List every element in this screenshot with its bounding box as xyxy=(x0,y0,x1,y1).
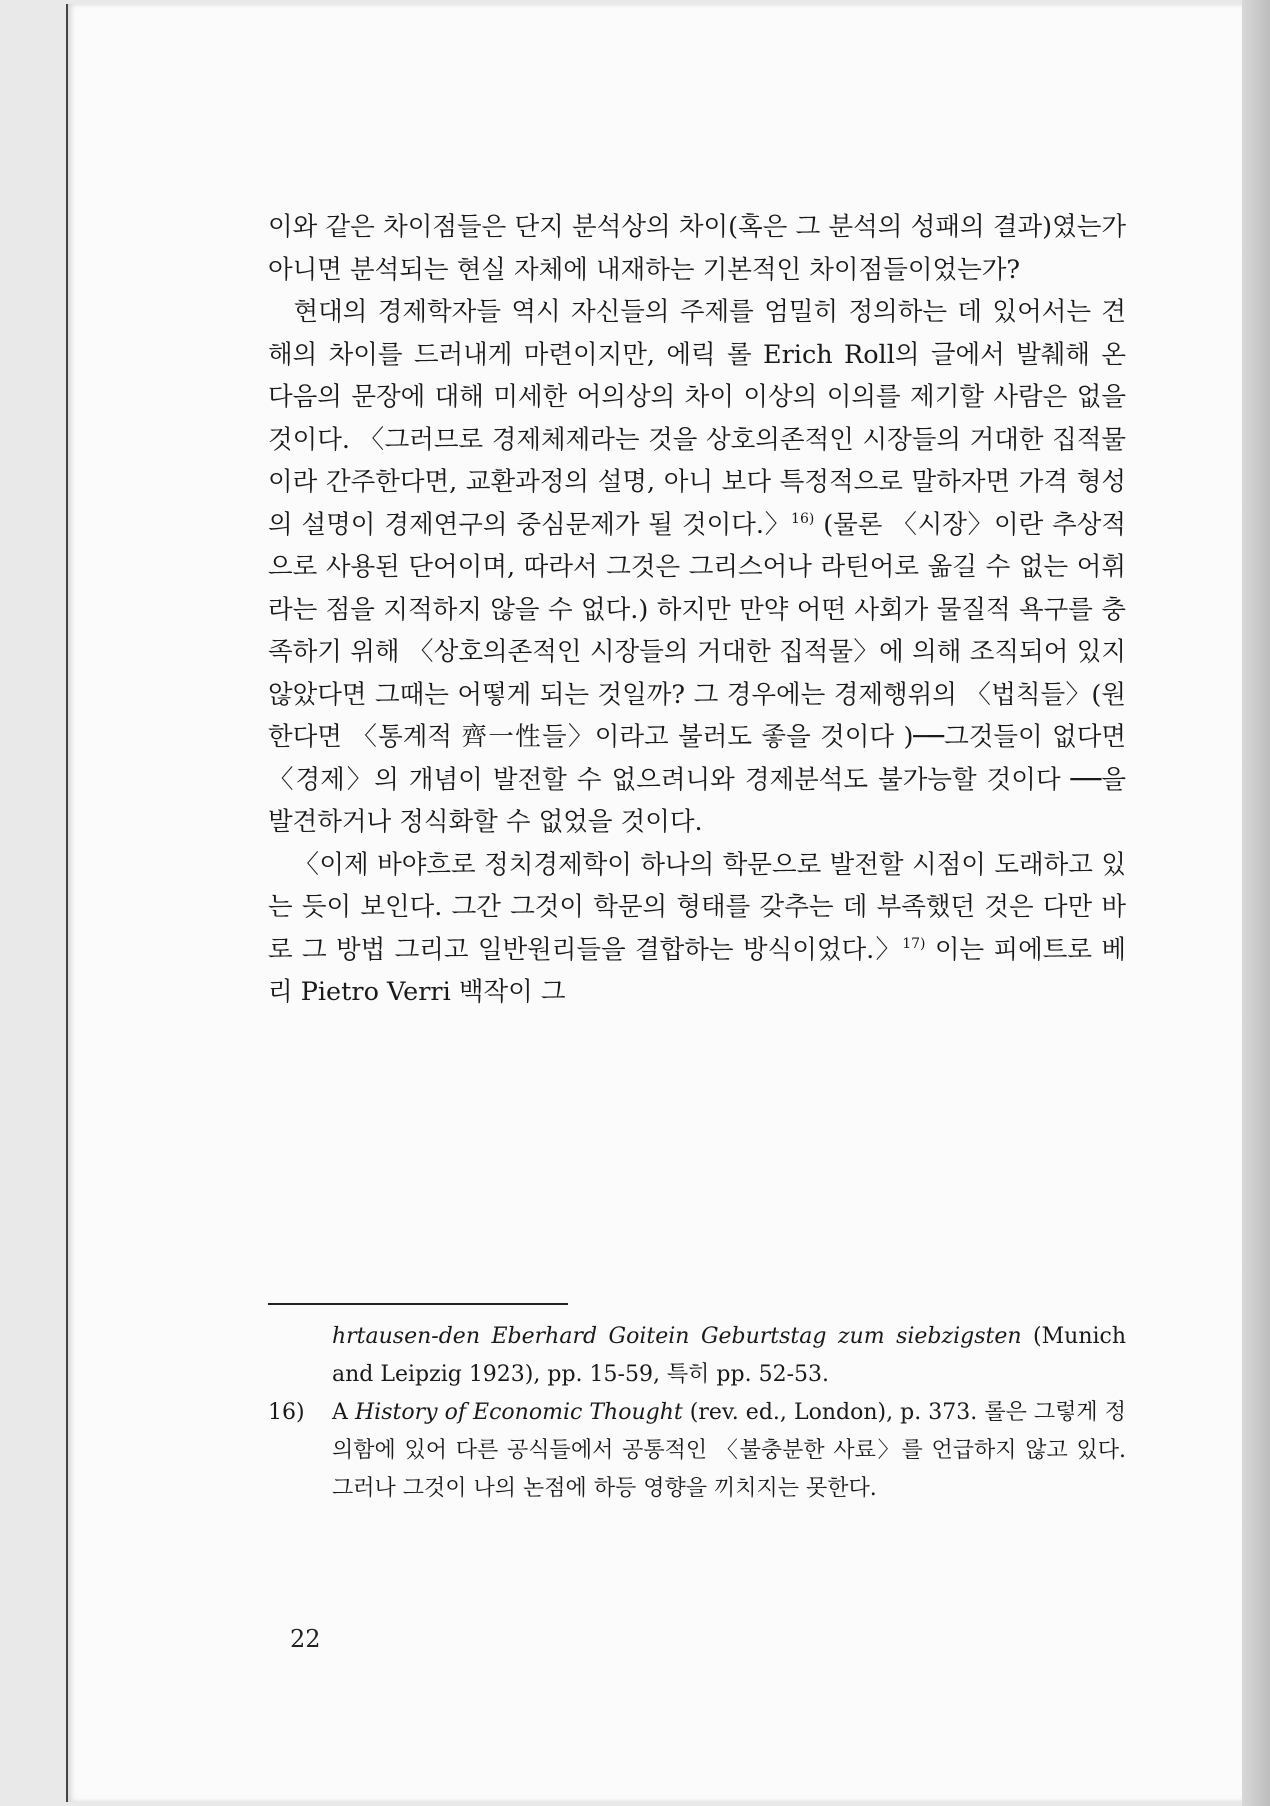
footnote-16-number: 16) xyxy=(268,1400,305,1425)
page-edge xyxy=(1242,0,1270,1806)
footnote-16-body xyxy=(332,1394,1126,1508)
paragraph-3-text-b: 이는 피에트로 베리 Pietro Verri 백작이 그 xyxy=(268,934,1126,1007)
paragraph-1-text: 이와 같은 차이점들은 단지 분석상의 차이(혹은 그 분석의 성패의 결과)였는가 아니면 분석되는 현실 자체에 내재하는 기본적인 차이점들이었는가? xyxy=(268,212,1126,285)
footnote-16 xyxy=(268,1394,1126,1508)
paragraph-2-text-b: (물론 〈시장〉이란 추상적으로 사용된 단어이며, 따라서 그것은 그리스어나 라틴어로 옮길 수 없는 어휘라는 점을 지적하지 않을 수 없다.) 하지만 만약 어떤 사회가 물질적 욕구를 충족하기 위해 〈상호의존적인 시장들의 거대한 집적물〉에 의해 조직되어 있지 않았다면 그때는 어떻게 되는 것일까? 그 경우에는 경제행위의 〈법칙들〉(원한다면 〈통계적 齊一性들〉이라고 불러도 좋을 것이다 )──그것들이 없다면 〈경제〉의 개념이 발전할 수 없으려니와 경제분석도 불가능할 것이다 ──을 발견하거나 정식화할 수 없었을 것이다. xyxy=(268,509,1127,837)
page-number: 22 xyxy=(290,1625,321,1653)
footnote-continuation-text: (Munich and Leipzig 1923), pp. 15-59, 특히 pp. 52-53. xyxy=(332,1324,1127,1387)
paragraph-2-text-a: 현대의 경제학자들 역시 자신들의 주제를 엄밀히 정의하는 데 있어서는 견해의 차이를 드러내게 마련이지만, 에릭 롤 Erich Roll의 글에서 발췌해 온 다음의 문장에 대해 미세한 어의상의 차이 이상의 이의를 제기할 사람은 없을 것이다. 〈그러므로 경제체제라는 것을 상호의존적인 시장들의 거대한 집적물이라 간주한다면, 교환과정의 설명, 아니 보다 특정적으로 말하자면 가격 형성의 설명이 경제연구의 중심문제가 될 것이다.〉 xyxy=(268,297,1126,540)
footnote-16-pre: A xyxy=(332,1400,355,1425)
footnote-16-text: (rev. ed., London), p. 373. 롤은 그렇게 정의함에 있어 다른 공식들에서 공통적인 〈불충분한 사료〉를 언급하지 않고 있다. 그러나 그것이 나의 논점에 하등 영향을 끼치지는 못한다. xyxy=(332,1400,1126,1501)
main-text xyxy=(268,206,1126,1014)
footnote-continuation-italic: hrtausen-den Eberhard Goitein Geburtstag zum siebzigsten xyxy=(332,1324,1022,1349)
footnote-ref-16: 16) xyxy=(791,510,815,527)
paragraph-2 xyxy=(268,291,1126,844)
footnote-ref-17: 17) xyxy=(902,935,926,952)
paragraph-3-text-a: 〈이제 바야흐로 정치경제학이 하나의 학문으로 발전할 시점이 도래하고 있는 듯이 보인다. 그간 그것이 학문의 형태를 갖추는 데 부족했던 것은 다만 바로 그 방법 그리고 일반원리들을 결합하는 방식이었다.〉 xyxy=(268,849,1126,965)
footnote-divider xyxy=(268,1303,568,1305)
footnotes xyxy=(268,1318,1126,1508)
paragraph-3 xyxy=(268,844,1126,1014)
paragraph-1 xyxy=(268,206,1126,291)
footnote-continuation xyxy=(268,1318,1126,1394)
footnote-16-title: History of Economic Thought xyxy=(354,1400,683,1425)
